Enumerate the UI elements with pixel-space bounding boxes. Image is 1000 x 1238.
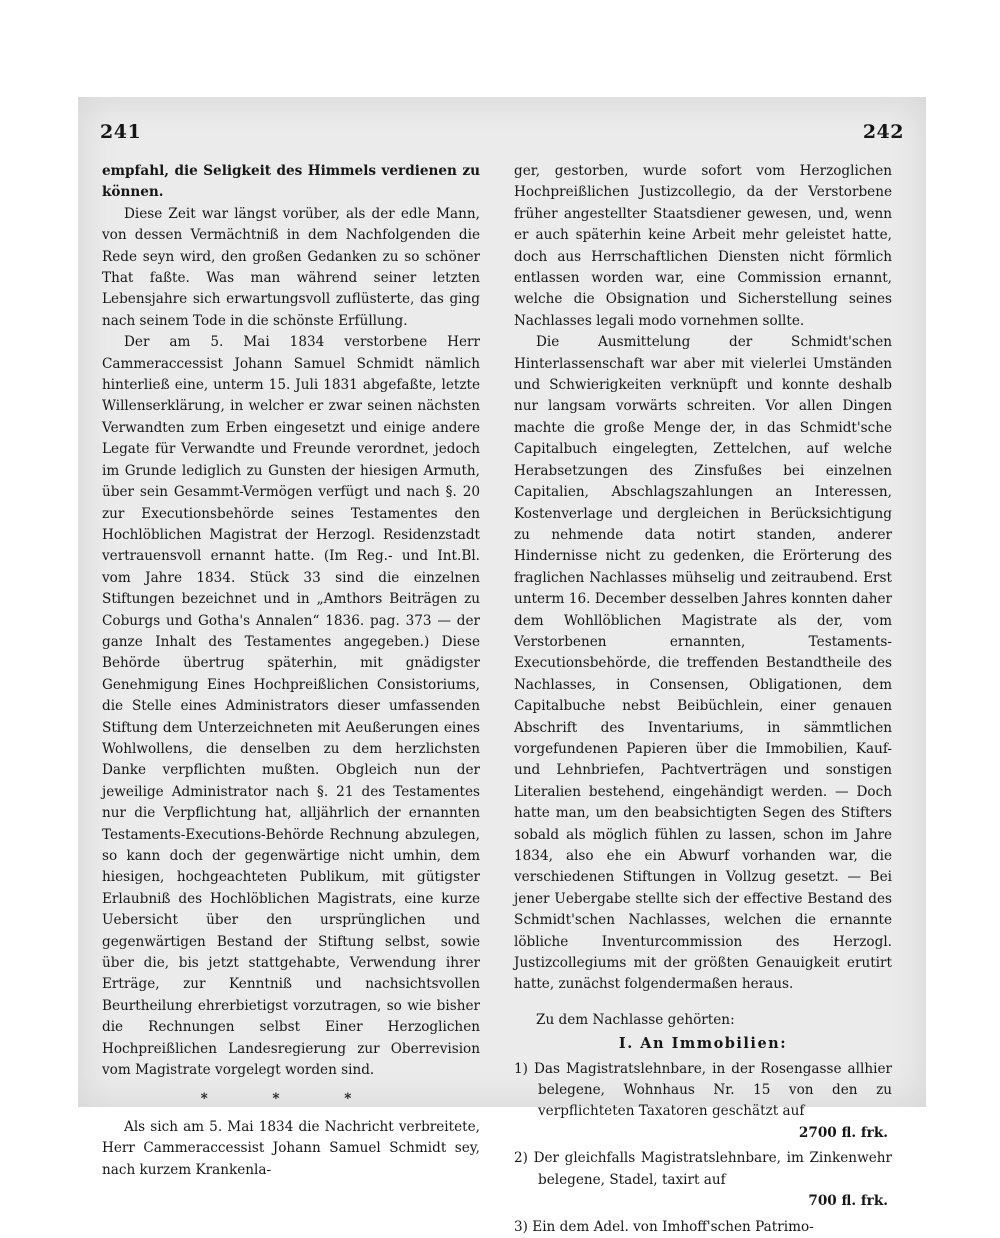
item-value: 700 fl. frk. [808, 1193, 888, 1210]
paragraph: Der am 5. Mai 1834 verstorbene Herr Cammeraccessist Johann Samuel Schmidt nämlich hinterließ eine, unterm 15. Juli 1831 abgefaßte, letzte Willenserklärung, in welcher er zwar seinen nächsten Verwandten zum Erben eingesetzt und einige andere Legate für Verwandte und Freunde verordnet, jedoch im Grunde lediglich zu Gunsten der hiesigen Armuth, über sein Gesammt-Vermögen verfügt und nach §. 20 zur Executionsbehörde seines Testamentes den Hochlöblichen Magistrat der Herzogl. Residenzstadt vertrauensvoll ernannt hatte. (Im Reg.- und Int.Bl. vom Jahre 1834. Stück 33 sind die einzelnen Stiftungen bezeichnet und in „Amthors Beiträgen zu Coburgs und Gotha's Annalen“ 1836. pag. 373 — der ganze Inhalt des Testamentes angegeben.) Diese Behörde übertrug späterhin, mit gnädigster Genehmigung Eines Hochpreißlichen Consistoriums, die Stelle eines Administrators dieser umfassenden Stiftung dem Unterzeichneten mit Aeußerungen eines Wohlwollens, die denselben zu dem herzlichsten Danke verpflichten mußten. Obgleich nun der jeweilige Administrator nach §. 21 des Testamentes nur die Verpflichtung hat, alljährlich der ernannten Testaments-Executions-Behörde Rechnung abzulegen, so kann doch der gegenwärtige nicht umhin, dem hiesigen, hochgeachteten Publikum, mit gütigster Erlaubniß des Hochlöblichen Magistrats, eine kurze Uebersicht über den ursprünglichen und gegenwärtigen Bestand der Stiftung selbst, sowie über die, bis jetzt stattgehabte, Verwendung ihrer Erträge, zur Kenntniß und nachsichtsvollen Beurtheilung ehrerbietigst vorzutragen, so wie bisher die Rechnungen selbst Einer Herzoglichen Hochpreißlichen Landesregierung zur Oberrevision vom Magistrate vorgelegt worden sind. [102, 334, 480, 1079]
paragraph: ger, gestorben, wurde sofort vom Herzoglichen Hochpreißlichen Justizcollegio, da der Verstorbene früher angestellter Staatsdiener gewesen, und, wenn er auch späterhin keine Arbeit mehr geleistet hatte, doch aus Herrschaftlichen Diensten nicht förmlich entlassen worden war, eine Commission ernannt, welche die Obsignation und Sicherstellung seines Nachlasses legali modo vornehmen sollte. [514, 163, 892, 329]
paragraph: empfahl, die Seligkeit des Himmels verdienen zu können. [102, 163, 480, 201]
paragraph: Diese Zeit war längst vorüber, als der edle Mann, von dessen Vermächtniß in dem Nachfolgenden die Rede seyn wird, den großen Gedanken zu so schöner That faßte. Was man während seiner letzten Lebensjahre sich erwartungsvoll zuflüsterte, das ging nach seinem Tode in die schönste Erfüllung. [102, 205, 480, 329]
page-number-right: 242 [862, 121, 904, 143]
list-intro: Zu dem Nachlasse gehörten: [536, 1011, 735, 1028]
paragraph: Die Ausmittelung der Schmidt'schen Hinterlassenschaft war aber mit vielerlei Umständen und Schwierigkeiten verknüpft und konnte deshalb nur langsam vorwärts schreiten. Vor allen Dingen machte die große Menge der, in das Schmidt'sche Capitalbuch eingelegten, Zettelchen, auf welche Herabsetzungen des Zinsfußes bei einzelnen Capitalien, Abschlagszahlungen an Interessen, Kostenverlage und dergleichen in Berücksichtigung zu nehmende data notirt standen, anderer Hindernisse nicht zu gedenken, die Erörterung des fraglichen Nachlasses mühselig und zeitraubend. Erst unterm 16. December desselben Jahres konnten daher dem Wohllöblichen Magistrate als der, vom Verstorbenen ernannten, Testaments-Executionsbehörde, die treffenden Bestandtheile des Nachlasses, in Consensen, Obligationen, dem Capitalbuche nebst Beibüchlein, einer genauen Abschrift des Inventariums, in sämmtlichen vorgefundenen Papieren über die Immobilien, Kauf- und Lehnbriefen, Pachtverträgen und sonstigen Literalien bestehend, eingehändigt werden. — Doch hatte man, um den beabsichtigten Segen des Stifters sobald als möglich fühlen zu lassen, schon im Jahre 1834, also ehe ein Abwurf vorhanden war, die verschiedenen Stiftungen in Vollzug gesetzt. — Bei jener Uebergabe stellte sich der effective Bestand des Schmidt'schen Nachlasses, welchen die ernannte löbliche Inventurcommission des Herzogl. Justizcollegiums mit der größten Genauigkeit erutirt hatte, zunächst folgendermaßen heraus. [514, 334, 892, 993]
section-heading: I. An Immobilien: [618, 1035, 788, 1053]
left-column [102, 161, 480, 1181]
item-value: 2700 fl. frk. [798, 1124, 888, 1141]
scanned-page-spread [78, 97, 926, 1235]
section-separator: * * * [200, 1091, 382, 1108]
list-item: 2) Der gleichfalls Magistratslehnbare, im Zinkenwehr belegene, Stadel, taxirt auf [514, 1150, 892, 1188]
paragraph: Als sich am 5. Mai 1834 die Nachricht verbreitete, Herr Cammeraccessist Johann Samuel Schmidt sey, nach kurzem Krankenla- [102, 1118, 480, 1178]
list-item: 1) Das Magistratslehnbare, in der Rosengasse allhier belegene, Wohnhaus Nr. 15 von den zu verpflichteten Taxatoren geschätzt auf [514, 1060, 892, 1120]
page-number-left: 241 [100, 121, 142, 143]
list-item: 3) Ein dem Adel. von Imhoff'schen Patrimo- [514, 1218, 814, 1235]
right-column [514, 161, 892, 1238]
